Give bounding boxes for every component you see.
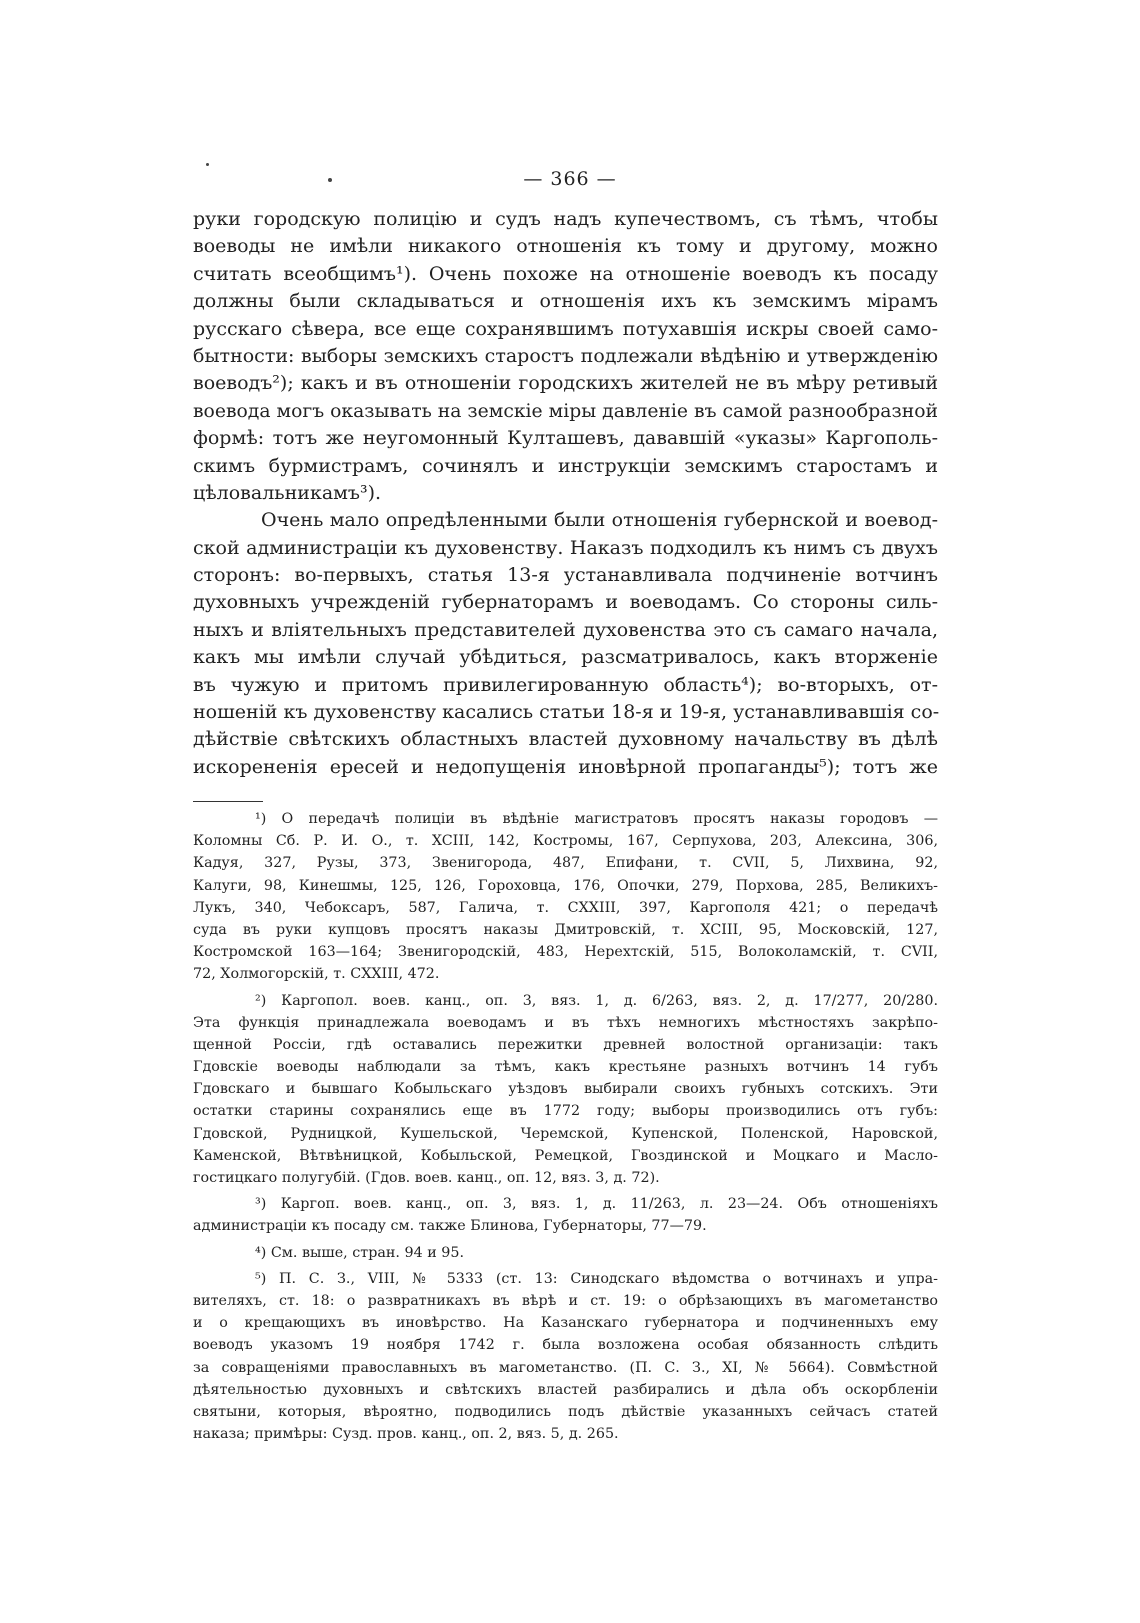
footnote-line: за совращеніями православныхъ въ магометанство. (П. С. З., XI, № 5664). Совмѣстной: [193, 1359, 938, 1376]
footnote-separator: [193, 801, 263, 802]
footnote-line: ²) Каргопол. воев. канц., оп. 3, вяз. 1, д. 6/263, вяз. 2, д. 17/277, 20/280.: [255, 992, 938, 1009]
text-line: Очень мало опредѣленными были отношенія губернской и воевод-: [261, 509, 938, 532]
main-text: [193, 206, 938, 781]
footnote-line: и о крещающихъ въ иновѣрство. На Казанскаго губернатора и подчиненныхъ ему: [193, 1315, 938, 1332]
text-line: руки городскую полицію и судъ надъ купечествомъ, съ тѣмъ, чтобы: [193, 208, 938, 230]
footnote-line: суда въ руки купцовъ просятъ наказы Дмитровскій, т. XCIII, 95, Московскій, 127,: [193, 921, 938, 938]
text-line: въ чужую и притомъ привилегированную область⁴); во-вторыхъ, от-: [193, 673, 938, 696]
footnote-line: ⁴) См. выше, стран. 94 и 95.: [255, 1244, 465, 1261]
footnote-line: Гдовскіе воеводы наблюдали за тѣмъ, какъ крестьяне разныхъ вотчинъ 14 губъ: [193, 1059, 938, 1076]
text-line: какъ мы имѣли случай убѣдиться, разсматривалось, какъ вторженіе: [193, 646, 938, 669]
text-line: воевода могъ оказывать на земскіе міры давленіе въ самой разнообразной: [193, 400, 938, 422]
footnote-line: остатки старины сохранялись еще въ 1772 году; выборы производились отъ губъ:: [193, 1103, 938, 1120]
text-line: искорененія ересей и недопущенія иновѣрной пропаганды⁵); тотъ же: [193, 755, 938, 778]
text-line: бытности: выборы земскихъ старостъ подлежали вѣдѣнію и утвержденію: [193, 344, 938, 367]
footnote-line: дѣятельностью духовныхъ и свѣтскихъ властей разбирались и дѣла объ оскорбленіи: [193, 1381, 938, 1398]
text-line: воеводы не имѣли никакого отношенія къ тому и другому, можно: [193, 235, 938, 258]
footnote-line: Гдовской, Рудницкой, Кушельской, Черемской, Купенской, Поленской, Наровской,: [193, 1125, 938, 1142]
text-line: дѣйствіе свѣтскихъ областныхъ властей духовному начальству въ дѣлѣ: [193, 728, 938, 751]
text-line: духовныхъ учрежденій губернаторамъ и воеводамъ. Со стороны силь-: [193, 591, 938, 614]
footnote-2: [193, 990, 938, 1190]
footnote-line: воеводъ указомъ 19 ноября 1742 г. была возложена особая обязанность слѣдить: [193, 1337, 938, 1354]
text-line: ныхъ и вліятельныхъ представителей духовенства это съ самаго начала,: [193, 618, 938, 641]
text-line: должны были складываться и отношенія ихъ къ земскимъ мірамъ: [193, 290, 938, 313]
text-line: сторонъ: во-первыхъ, статья 13-я устанавливала подчиненіе вотчинъ: [193, 564, 938, 587]
footnote-line: гостицкаго полугубій. (Гдов. воев. канц., оп. 12, вяз. 3, д. 72).: [193, 1170, 660, 1186]
text-line: воеводъ²); какъ и въ отношеніи городскихъ жителей не въ мѣру ретивый: [193, 372, 938, 395]
footnote-line: Калуги, 98, Кинешмы, 125, 126, Гороховца, 176, Опочки, 279, Порхова, 285, Великихъ-: [193, 877, 938, 894]
footnote-line: Лукъ, 340, Чебоксаръ, 587, Галича, т. CXXIII, 397, Каргополя 421; о передачѣ: [193, 899, 938, 916]
text-line: цѣловальникамъ³).: [193, 481, 382, 504]
footnote-line: Эта функція принадлежала воеводамъ и въ тѣхъ немногихъ мѣстностяхъ закрѣпо-: [193, 1014, 938, 1031]
footnote-line: Гдовскаго и бывшаго Кобыльскаго уѣздовъ выбирали своихъ губныхъ сотскихъ. Эти: [193, 1081, 938, 1098]
footnote-1: [193, 808, 938, 986]
text-line: скимъ бурмистрамъ, сочинялъ и инструкціи земскимъ старостамъ и: [193, 454, 938, 477]
footnote-5: [193, 1268, 938, 1446]
text-line: ской администраціи къ духовенству. Наказъ подходилъ къ нимъ съ двухъ: [193, 536, 938, 559]
footnote-line: 72, Холмогорскій, т. CXXIII, 472.: [193, 966, 440, 983]
text-line: ношеній къ духовенству касались статьи 18-я и 19-я, устанавливавшія со-: [193, 701, 940, 724]
footnote-line: ⁵) П. С. З., VIII, № 5333 (ст. 13: Синодскаго вѣдомства о вотчинахъ и упра-: [255, 1270, 938, 1287]
text-line: считать всеобщимъ¹). Очень похоже на отношеніе воеводъ къ посаду: [193, 262, 938, 285]
text-line: русскаго сѣвера, все еще сохранявшимъ потухавшія искры своей само-: [193, 317, 938, 340]
footnote-line: Костромской 163—164; Звенигородскій, 483, Нерехтскій, 515, Волоколамскій, т. CVII,: [193, 944, 938, 961]
footnote-line: наказа; примѣры: Сузд. пров. канц., оп. 2, вяз. 5, д. 265.: [193, 1426, 619, 1443]
scan-speck: [206, 163, 209, 166]
footnote-line: Коломны Сб. Р. И. О., т. XCIII, 142, Костромы, 167, Серпухова, 203, Алексина, 306,: [193, 833, 938, 850]
footnotes: [193, 808, 938, 1445]
footnote-line: вителяхъ, ст. 18: о развратникахъ въ вѣрѣ и ст. 19: о обрѣзающихъ въ магометанство: [193, 1292, 938, 1309]
footnote-line: ¹) О передачѣ полиціи въ вѣдѣніе магистратовъ просятъ наказы городовъ —: [255, 811, 938, 827]
text-line: формѣ: тотъ же неугомонный Култашевъ, дававшій «указы» Каргополь-: [193, 427, 938, 450]
footnote-line: Каменской, Вѣтвѣницкой, Кобыльской, Ремецкой, Гвоздинской и Моцкаго и Масло-: [193, 1147, 938, 1164]
footnote-line: администраціи къ посаду см. также Блинова, Губернаторы, 77—79.: [193, 1218, 707, 1235]
footnote-line: Кадуя, 327, Рузы, 373, Звенигорода, 487, Епифани, т. CVII, 5, Лихвина, 92,: [193, 855, 938, 872]
footnote-line: щенной Россіи, гдѣ оставались пережитки древней волостной организаціи: такъ: [193, 1036, 938, 1053]
footnote-line: ³) Каргоп. воев. канц., оп. 3, вяз. 1, д. 11/263, л. 23—24. Объ отношеніяхъ: [255, 1196, 938, 1213]
footnote-3: [193, 1193, 938, 1237]
footnote-4: [193, 1242, 938, 1264]
page-number: — 366 —: [523, 168, 617, 190]
footnote-line: святыни, которыя, вѣроятно, подводились подъ дѣйствіе указанныхъ сейчасъ статей: [193, 1403, 938, 1420]
